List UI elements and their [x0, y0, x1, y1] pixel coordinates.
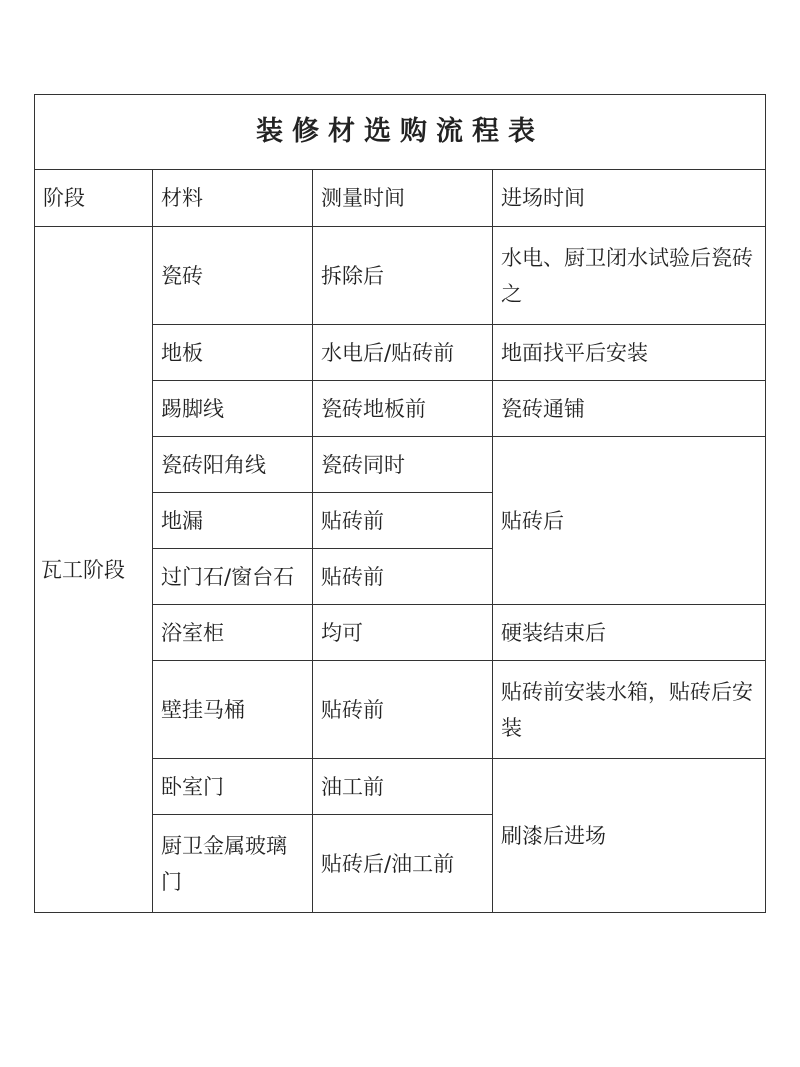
- material-cell: 瓷砖阳角线: [153, 437, 313, 493]
- table-row: [35, 227, 766, 325]
- material-cell: 地漏: [153, 493, 313, 549]
- measure-cell: 油工前: [313, 759, 493, 815]
- table-title: 装修材选购流程表: [35, 95, 766, 170]
- entry-cell: 硬装结束后: [493, 605, 766, 661]
- entry-cell: 贴砖前安装水箱，贴砖后安装: [493, 661, 766, 759]
- purchase-flow-table: [34, 94, 766, 913]
- entry-cell: 水电、厨卫闭水试验后瓷砖之: [493, 227, 766, 325]
- header-row: [35, 170, 766, 227]
- header-material: 材料: [153, 170, 313, 227]
- measure-cell: 贴砖前: [313, 661, 493, 759]
- measure-cell: 均可: [313, 605, 493, 661]
- measure-cell: 贴砖后/油工前: [313, 815, 493, 913]
- entry-cell: 地面找平后安装: [493, 325, 766, 381]
- header-measure-time: 测量时间: [313, 170, 493, 227]
- measure-cell: 瓷砖地板前: [313, 381, 493, 437]
- header-entry-time: 进场时间: [493, 170, 766, 227]
- material-cell: 浴室柜: [153, 605, 313, 661]
- entry-cell: 瓷砖通铺: [493, 381, 766, 437]
- material-cell: 瓷砖: [153, 227, 313, 325]
- measure-cell: 瓷砖同时: [313, 437, 493, 493]
- header-stage: 阶段: [35, 170, 153, 227]
- measure-cell: 水电后/贴砖前: [313, 325, 493, 381]
- measure-cell: 贴砖前: [313, 493, 493, 549]
- measure-cell: 贴砖前: [313, 549, 493, 605]
- material-cell: 地板: [153, 325, 313, 381]
- entry-cell: 刷漆后进场: [493, 759, 766, 913]
- material-cell: 过门石/窗台石: [153, 549, 313, 605]
- entry-cell: 贴砖后: [493, 437, 766, 605]
- material-cell: 壁挂马桶: [153, 661, 313, 759]
- material-cell: 卧室门: [153, 759, 313, 815]
- material-cell: 厨卫金属玻璃门: [153, 815, 313, 913]
- title-row: [35, 95, 766, 170]
- material-cell: 踢脚线: [153, 381, 313, 437]
- measure-cell: 拆除后: [313, 227, 493, 325]
- stage-cell: 瓦工阶段: [35, 227, 153, 913]
